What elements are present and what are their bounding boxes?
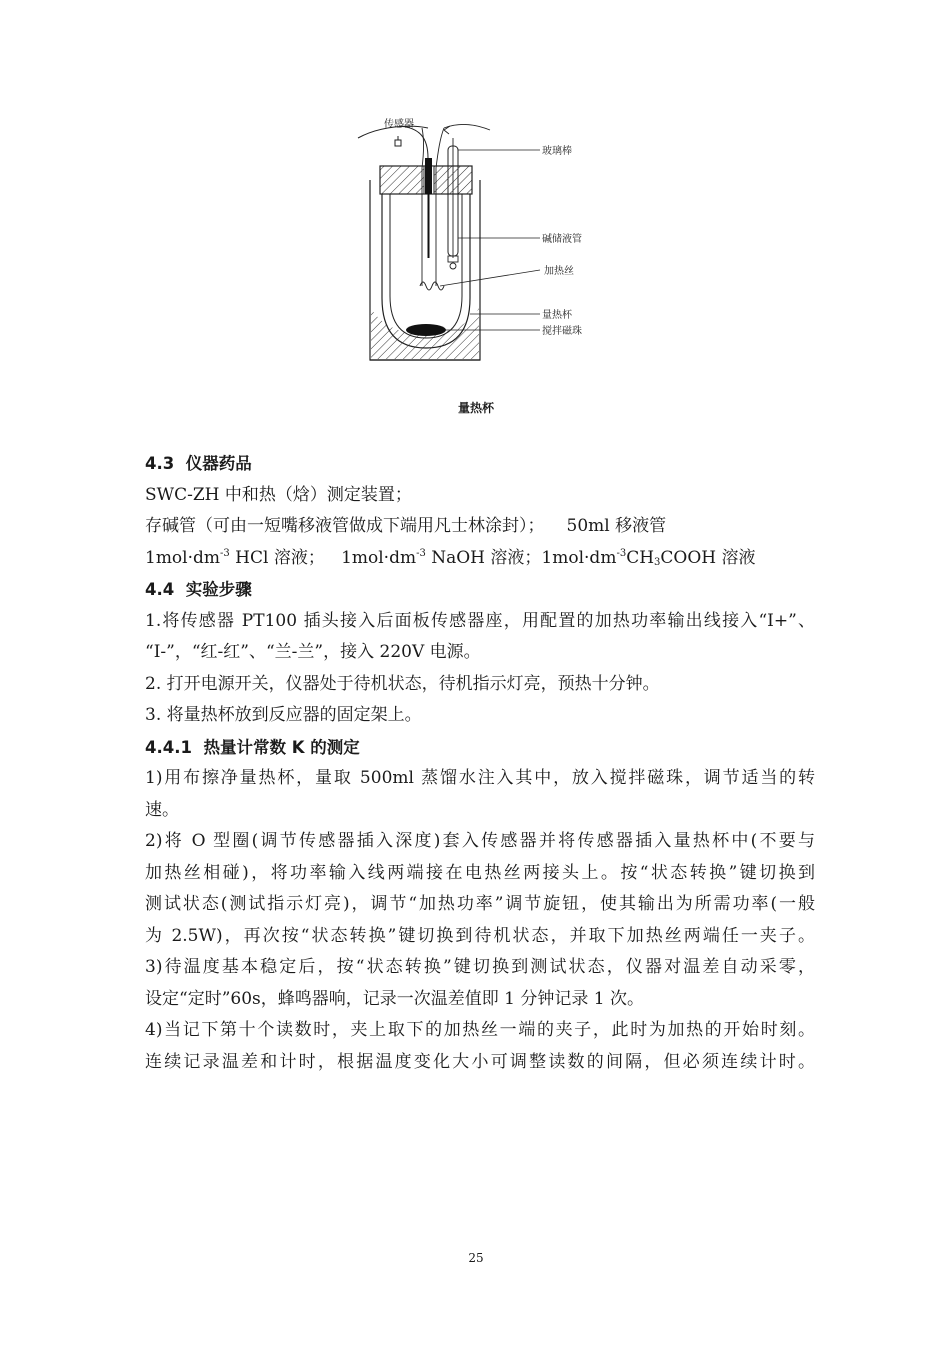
paragraph-line: 连续记录温差和计时，根据温度变化大小可调整读数的间隔，但必须连续计时。	[145, 1051, 815, 1072]
section-title: 热量计常数 K 的测定	[203, 737, 360, 757]
exponent: -3	[616, 547, 627, 559]
paragraph-line: 1)用布擦净量热杯，量取 500ml 蒸馏水注入其中，放入搅拌磁珠，调节适当的转	[145, 768, 815, 788]
calorimeter-figure	[340, 108, 620, 370]
paragraph-line: 加热丝相碰)，将功率输入线两端接在电热丝两接头上。按“状态转换”键切换到	[145, 862, 815, 883]
paragraph-line: 1.将传感器 PT100 插头接入后面板传感器座，用配置的加热功率输出线接入“I+”、	[145, 610, 815, 631]
exponent: -3	[416, 547, 426, 559]
acetic-text: COOH 溶液	[660, 547, 756, 568]
figure-caption: 量热杯	[457, 401, 494, 415]
page-number: 25	[468, 1251, 484, 1265]
calorimeter-diagram	[340, 108, 620, 370]
naoh-text: NaOH 溶液；	[425, 547, 542, 568]
document-body	[145, 448, 815, 1078]
paragraph-line: 3. 将量热杯放到反应器的固定架上。	[145, 705, 422, 725]
label-glass-rod: 玻璃棒	[542, 146, 572, 157]
hcl-text: 1mol·dm	[145, 547, 221, 568]
stir-bead	[406, 324, 446, 336]
section-number: 4.3	[145, 454, 175, 473]
paragraph-line: “I-”，“红-红”、“兰-兰”，接入 220V 电源。	[145, 642, 481, 662]
paragraph-line: 4)当记下第十个读数时，夹上取下的加热丝一端的夹子，此时为加热的开始时刻。	[145, 1020, 815, 1040]
section-heading-4-4	[145, 574, 815, 606]
paragraph-line: 2. 打开电源开关，仪器处于待机状态，待机指示灯亮，预热十分钟。	[145, 673, 660, 694]
paragraph-line	[145, 511, 815, 543]
reagents-line	[145, 543, 815, 575]
section-number: 4.4	[145, 580, 175, 599]
acetic-text: 1mol·dm	[541, 547, 617, 568]
hcl-text: HCl 溶液；	[229, 547, 325, 568]
text-span: 存碱管（可由一短嘴移液管做成下端用凡士林涂封）；	[145, 516, 545, 536]
text-span: 50ml 移液管	[566, 516, 667, 536]
label-calorimeter-cup: 量热杯	[542, 310, 572, 321]
acetic-text: CH	[626, 547, 655, 568]
label-sensor: 传感器	[384, 119, 414, 130]
label-stir-bead: 搅拌磁珠	[542, 326, 582, 337]
section-number: 4.4.1	[145, 737, 192, 757]
paragraph-line: 2)将 O 型圈(调节传感器插入深度)套入传感器并将传感器插入量热杯中(不要与	[145, 831, 815, 851]
paragraph-line: SWC-ZH 中和热（焓）测定装置；	[145, 484, 412, 505]
label-alkali-tube: 碱储液管	[542, 234, 582, 245]
paragraph-line: 为 2.5W)，再次按“状态转换”键切换到待机状态，并取下加热丝两端任一夹子。	[145, 925, 815, 946]
paragraph-line: 设定“定时”60s，蜂鸣器响，记录一次温差值即 1 分钟记录 1 次。	[145, 988, 644, 1009]
section-heading-4-3	[145, 448, 815, 480]
exponent: -3	[220, 547, 230, 559]
paragraph-line: 测试状态(测试指示灯亮)，调节“加热功率”调节旋钮，使其输出为所需功率(一般	[145, 894, 815, 914]
section-heading-4-4-1	[145, 732, 815, 764]
paragraph-line: 3)待温度基本稳定后，按“状态转换”键切换到测试状态，仪器对温差自动采零，	[145, 957, 815, 977]
label-heating-wire: 加热丝	[544, 266, 574, 277]
paragraph-line: 速。	[145, 799, 179, 820]
naoh-text: 1mol·dm	[341, 547, 417, 568]
section-title: 实验步骤	[185, 580, 252, 599]
subscript: 3	[654, 556, 661, 568]
sensor-probe	[425, 158, 432, 194]
section-title: 仪器药品	[185, 454, 252, 473]
